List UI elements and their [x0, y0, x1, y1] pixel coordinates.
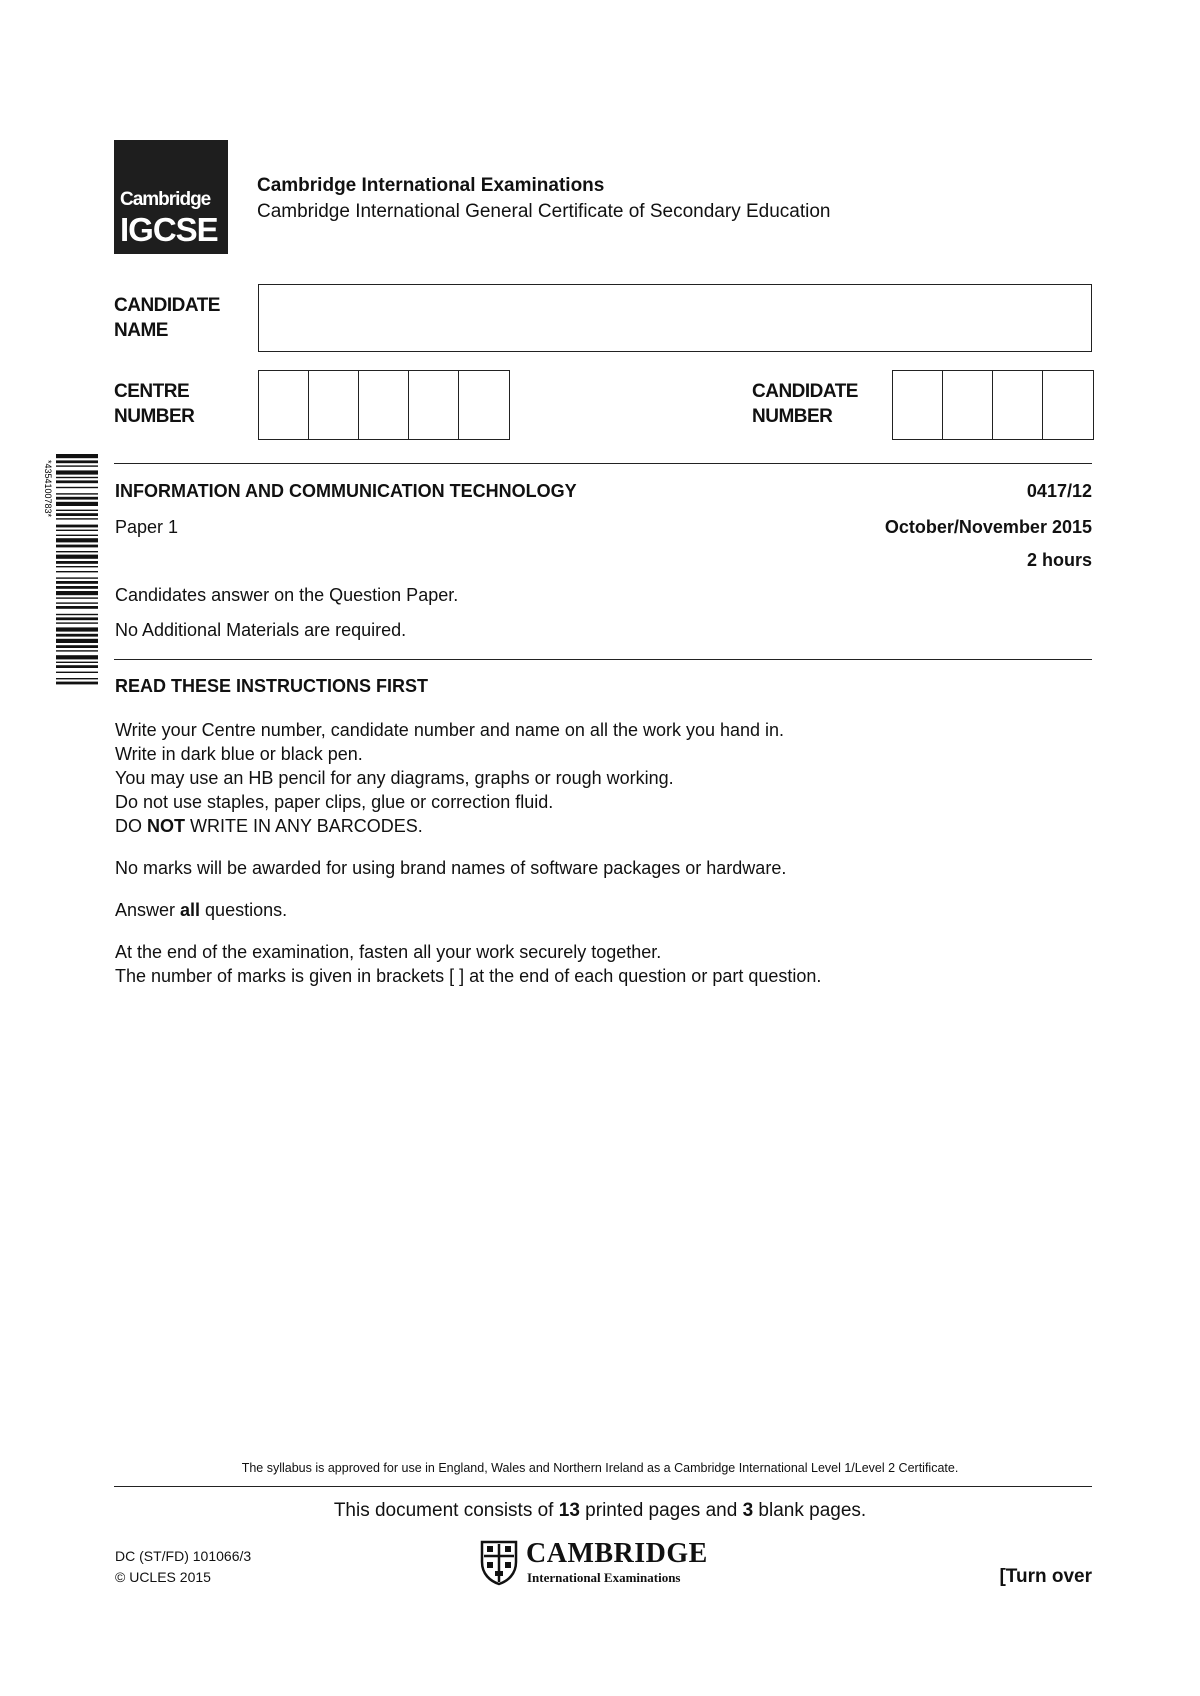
- instructions-body: [115, 718, 821, 988]
- barcode-bar: [56, 577, 98, 578]
- barcode-bar: [56, 497, 98, 500]
- subject-title: INFORMATION AND COMMUNICATION TECHNOLOGY: [115, 481, 577, 501]
- barcode: [36, 454, 98, 686]
- copyright: © UCLES 2015: [115, 1569, 211, 1585]
- barcode-bar: [56, 518, 98, 519]
- centre-number-box[interactable]: [359, 371, 409, 439]
- centre-number-label: CENTRE NUMBER: [114, 381, 195, 427]
- cambridge-igcse-logo: [114, 140, 228, 254]
- logo-line2: IGCSE: [120, 211, 218, 248]
- barcode-bar: [56, 545, 98, 548]
- candidate-name-field[interactable]: [258, 284, 1092, 352]
- barcode-bar: [56, 571, 98, 572]
- divider: [114, 463, 1092, 464]
- instruction-line: DO NOT WRITE IN ANY BARCODES.: [115, 816, 423, 836]
- divider: [114, 1486, 1092, 1487]
- exam-session: October/November 2015: [884, 517, 1092, 537]
- instruction-line: At the end of the examination, fasten all your work securely together.: [115, 942, 662, 962]
- exam-duration: 2 hours: [1026, 550, 1092, 570]
- barcode-bar: [56, 581, 98, 584]
- barcode-bar: [56, 634, 98, 637]
- instruction-line: No marks will be awarded for using brand names of software packages or hardware.: [115, 858, 787, 878]
- instructions-heading: READ THESE INSTRUCTIONS FIRST: [115, 676, 429, 696]
- answer-note: Candidates answer on the Question Paper.: [115, 585, 459, 605]
- candidate-number-field[interactable]: [892, 370, 1094, 440]
- materials-note: No Additional Materials are required.: [115, 620, 407, 640]
- cambridge-logo-subtitle: International Examinations: [527, 1570, 681, 1585]
- barcode-bar: [56, 551, 98, 552]
- document-reference: DC (ST/FD) 101066/3: [115, 1548, 252, 1564]
- syllabus-note: The syllabus is approved for use in England, Wales and Northern Ireland as a Cambridge International Level 1/Level 2 Certificate.: [241, 1461, 959, 1475]
- cambridge-logo: [480, 1538, 720, 1588]
- cambridge-shield-icon: [480, 1540, 518, 1586]
- barcode-bar: [56, 454, 98, 458]
- instruction-line: You may use an HB pencil for any diagrams, graphs or rough working.: [115, 768, 674, 788]
- barcode-bar: [56, 662, 98, 663]
- barcode-bar: [56, 535, 98, 536]
- candidate-number-box[interactable]: [943, 371, 993, 439]
- barcode-bar: [56, 627, 98, 631]
- barcode-bar: [56, 639, 98, 643]
- barcode-bar: [56, 538, 98, 542]
- barcode-bar: [56, 602, 98, 603]
- candidate-number-label: CANDIDATE NUMBER: [752, 381, 858, 427]
- barcode-bar: [56, 493, 98, 494]
- barcode-bar: [56, 502, 98, 506]
- barcode-bar: [56, 622, 98, 623]
- barcode-bar: [56, 655, 98, 659]
- barcode-bar: [56, 561, 98, 564]
- barcode-bar: [56, 678, 98, 679]
- barcode-bar: [56, 606, 98, 609]
- instruction-line: Write in dark blue or black pen.: [115, 744, 363, 764]
- barcode-bar: [56, 672, 98, 673]
- logo-line1: Cambridge: [120, 189, 211, 210]
- barcode-bar: [56, 650, 98, 651]
- instruction-line: Write your Centre number, candidate number and name on all the work you hand in.: [115, 720, 785, 740]
- barcode-bar: [56, 460, 98, 463]
- barcode-bar: [56, 617, 98, 620]
- turn-over: [Turn over: [999, 1566, 1092, 1587]
- barcode-bar: [56, 525, 98, 528]
- exam-board-subtitle: Cambridge International General Certificate of Secondary Education: [257, 201, 831, 222]
- barcode-bar: [56, 510, 98, 511]
- instruction-line: Answer all questions.: [115, 900, 288, 920]
- instruction-line: The number of marks is given in brackets [ ] at the end of each question or part question.: [115, 966, 822, 986]
- centre-number-box[interactable]: [459, 371, 509, 439]
- barcode-bar: [56, 614, 98, 615]
- paper-code: 0417/12: [1026, 481, 1092, 501]
- centre-number-box[interactable]: [259, 371, 309, 439]
- candidate-number-box[interactable]: [993, 371, 1043, 439]
- barcode-bar: [56, 530, 98, 531]
- instruction-line: Do not use staples, paper clips, glue or correction fluid.: [115, 792, 554, 812]
- barcode-digits: *4354100783*: [43, 460, 53, 518]
- page-count: This document consists of 13 printed pages and 3 blank pages.: [333, 1500, 867, 1521]
- candidate-number-box[interactable]: [1043, 371, 1093, 439]
- barcode-bar: [56, 597, 98, 598]
- centre-number-box[interactable]: [309, 371, 359, 439]
- candidate-number-box[interactable]: [893, 371, 943, 439]
- divider: [114, 659, 1092, 660]
- centre-number-box[interactable]: [409, 371, 459, 439]
- cambridge-logo-title: CAMBRIDGE: [526, 1538, 708, 1569]
- barcode-bar: [56, 513, 98, 516]
- paper-number: Paper 1: [115, 517, 179, 537]
- barcode-bar: [56, 487, 98, 488]
- barcode-bar: [56, 591, 98, 595]
- barcode-bar: [56, 477, 98, 478]
- centre-number-field[interactable]: [258, 370, 510, 440]
- barcode-bar: [56, 465, 98, 466]
- barcode-bar: [56, 586, 98, 589]
- barcode-bar: [56, 555, 98, 559]
- barcode-bar: [56, 470, 98, 474]
- barcode-bar: [56, 682, 98, 685]
- candidate-name-label: CANDIDATE NAME: [114, 295, 220, 341]
- barcode-bar: [56, 566, 98, 567]
- barcode-bar: [56, 665, 98, 668]
- barcode-bar: [56, 645, 98, 648]
- barcode-bar: [56, 480, 98, 483]
- exam-board-name: Cambridge International Examinations: [257, 175, 605, 196]
